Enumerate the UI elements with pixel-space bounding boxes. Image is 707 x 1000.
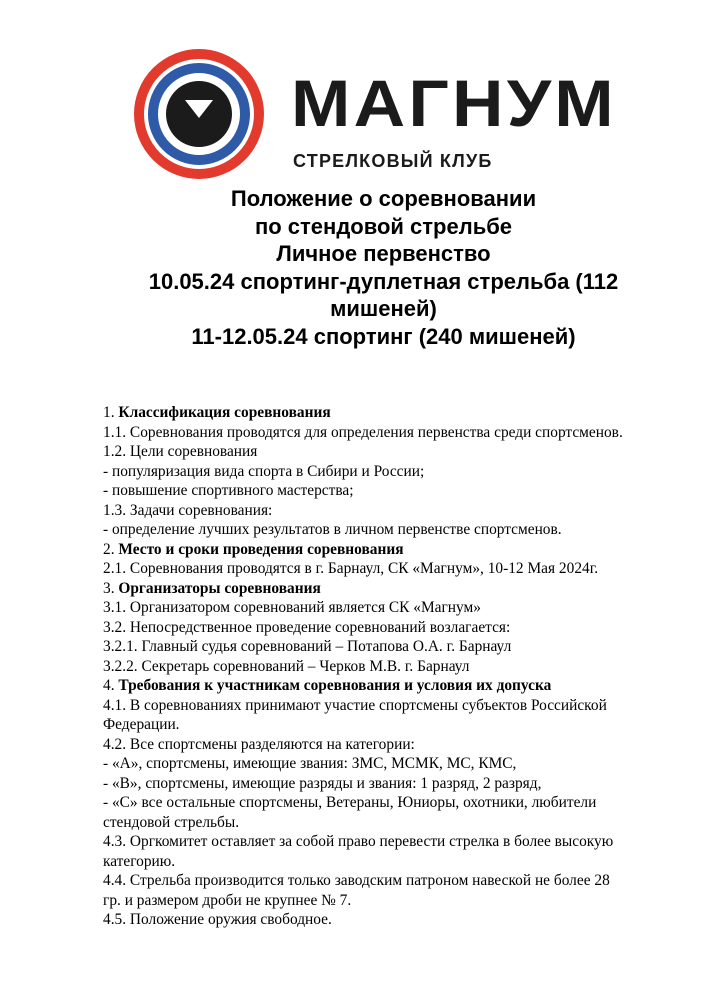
paragraph-line: - «С» все остальные спортсмены, Ветераны, Юниоры, охотники, любители xyxy=(103,794,597,811)
paragraph-line: 3.2.2. Секретарь соревнований – Черков М.В. г. Барнаул xyxy=(103,657,470,675)
target-logo-icon xyxy=(133,48,265,180)
section-heading: 4. Требования к участникам соревнования и условия их допуска xyxy=(103,677,552,694)
section-heading: 1. Классификация соревнования xyxy=(103,404,331,421)
title-line: 10.05.24 спортинг-дуплетная стрельба (112 xyxy=(148,268,619,294)
brand-subtitle: СТРЕЛКОВЫЙ КЛУБ xyxy=(293,151,493,171)
club-logo xyxy=(133,48,633,178)
paragraph-line: 2.1. Соревнования проводятся в г. Барнаул, СК «Магнум», 10-12 Мая 2024г. xyxy=(103,560,599,577)
title-line: мишеней) xyxy=(330,296,437,321)
paragraph-line: категорию. xyxy=(103,852,176,870)
paragraph-line: стендовой стрельбы. xyxy=(103,813,240,831)
paragraph-line: 3.1. Организатором соревнований является СК «Магнум» xyxy=(103,599,481,616)
paragraph-line: - популяризация вида спорта в Сибири и России; xyxy=(103,462,425,480)
paragraph-line: 4.3. Оргкомитет оставляет за собой право перевести стрелка в более высокую xyxy=(103,833,614,850)
paragraph-line: гр. и размером дроби не крупнее № 7. xyxy=(103,891,352,909)
title-line: 11-12.05.24 спортинг (240 мишеней) xyxy=(191,323,576,349)
paragraph-line: - «А», спортсмены, имеющие звания: ЗМС, МСМК, МС, КМС, xyxy=(103,755,517,772)
title-line: Личное первенство xyxy=(276,241,491,266)
paragraph-line: 1.1. Соревнования проводятся для определения первенства среди спортсменов. xyxy=(103,423,623,441)
paragraph-line: 4.2. Все спортсмены разделяются на категории: xyxy=(103,735,415,753)
paragraph-line: - «В», спортсмены, имеющие разряды и звания: 1 разряд, 2 разряд, xyxy=(103,774,542,792)
section-heading: 3. Организаторы соревнования xyxy=(103,579,321,597)
paragraph-line: 4.1. В соревнованиях принимают участие спортсмены субъектов Российской xyxy=(103,696,607,714)
paragraph-line: 3.2.1. Главный судья соревнований – Потапова О.А. г. Барнаул xyxy=(103,638,512,655)
paragraph-line: Федерации. xyxy=(103,716,180,733)
paragraph-line: 4.4. Стрельба производится только заводским патроном навеской не более 28 xyxy=(103,872,610,889)
paragraph-line: 1.3. Задачи соревнования: xyxy=(103,501,273,519)
document-title xyxy=(60,185,707,350)
title-line: Положение о соревновании xyxy=(230,186,537,211)
title-line: по стендовой стрельбе xyxy=(254,213,513,239)
paragraph-line: 1.2. Цели соревнования xyxy=(103,443,258,460)
paragraph-line: 3.2. Непосредственное проведение соревнований возлагается: xyxy=(103,618,511,636)
paragraph-line: 4.5. Положение оружия свободное. xyxy=(103,911,332,928)
brand-name: МАГНУМ xyxy=(291,66,617,140)
paragraph-line: - определение лучших результатов в личном первенстве спортсменов. xyxy=(103,521,562,538)
document-body xyxy=(103,403,683,930)
section-heading: 2. Место и сроки проведения соревнования xyxy=(103,540,404,558)
paragraph-line: - повышение спортивного мастерства; xyxy=(103,482,354,499)
